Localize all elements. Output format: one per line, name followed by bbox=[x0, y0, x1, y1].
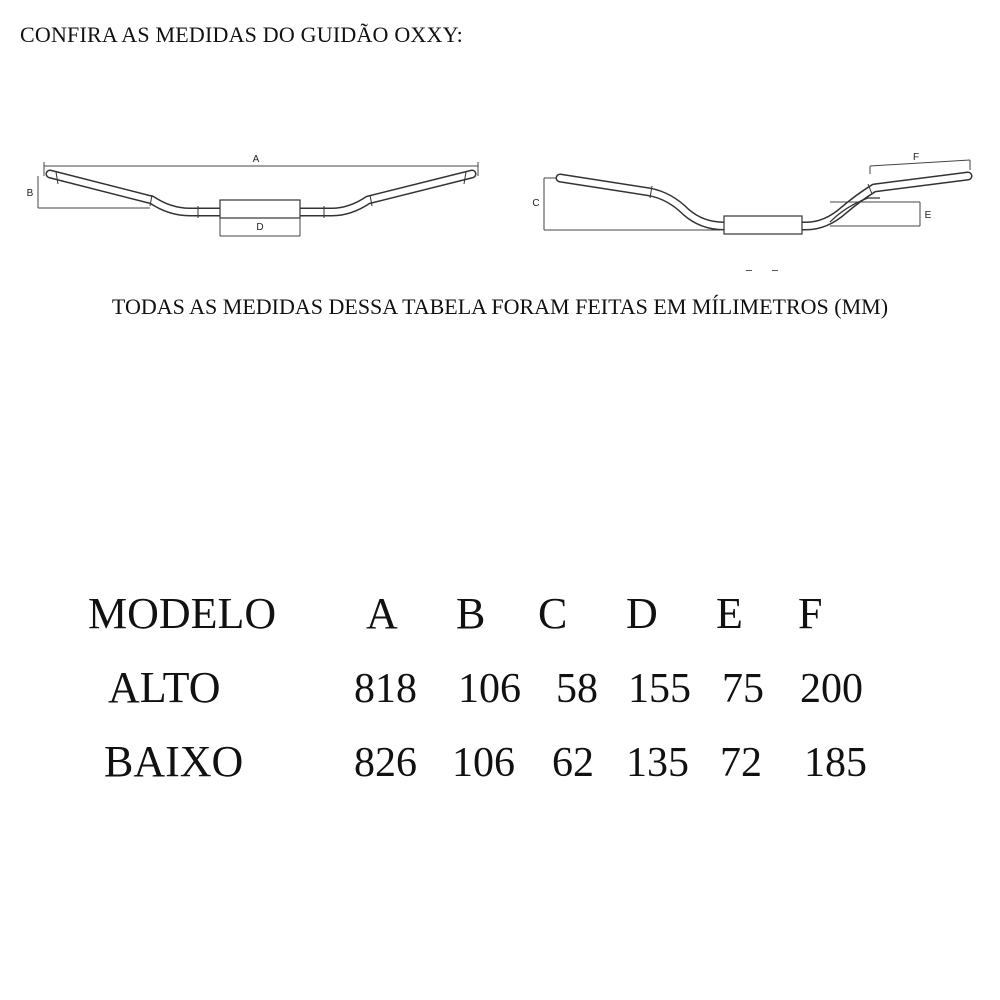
row-model-baixo: BAIXO bbox=[104, 737, 244, 786]
cell-d: 155 bbox=[628, 666, 691, 712]
page-title: CONFIRA AS MEDIDAS DO GUIDÃO OXXY: bbox=[20, 22, 463, 47]
header-c: C bbox=[538, 589, 568, 638]
dimension-e-label: E bbox=[924, 210, 932, 221]
handlebar-side-diagram bbox=[520, 140, 990, 250]
units-note: TODAS AS MEDIDAS DESSA TABELA FORAM FEITAS EM MÍLIMETROS (MM) bbox=[111, 294, 889, 319]
header-f: F bbox=[798, 589, 823, 638]
dimension-a-label: A bbox=[252, 154, 260, 165]
handlebar-front-diagram bbox=[20, 140, 490, 250]
cell-e: 75 bbox=[722, 666, 764, 712]
header-a: A bbox=[366, 589, 398, 638]
header-modelo: MODELO bbox=[88, 589, 277, 638]
cell-f: 185 bbox=[804, 740, 867, 786]
header-b: B bbox=[456, 589, 486, 638]
dimension-b-label: B bbox=[26, 188, 34, 199]
cell-c: 58 bbox=[556, 666, 598, 712]
cell-e: 72 bbox=[720, 740, 762, 786]
stray-mark bbox=[746, 270, 752, 271]
cell-c: 62 bbox=[552, 740, 594, 786]
cell-a: 818 bbox=[354, 666, 417, 712]
cell-b: 106 bbox=[458, 666, 521, 712]
cell-b: 106 bbox=[452, 740, 515, 786]
dimension-f-label: F bbox=[912, 152, 920, 163]
stray-mark bbox=[772, 270, 778, 271]
handlebar-front-drawing bbox=[20, 140, 490, 250]
handlebar-side-drawing bbox=[520, 140, 990, 250]
cell-f: 200 bbox=[800, 666, 863, 712]
measurements-table bbox=[0, 580, 1000, 800]
dimension-d-label: D bbox=[256, 222, 264, 233]
cell-d: 135 bbox=[626, 740, 689, 786]
header-e: E bbox=[716, 589, 743, 638]
row-model-alto: ALTO bbox=[108, 663, 221, 712]
cell-a: 826 bbox=[354, 740, 417, 786]
header-d: D bbox=[626, 589, 658, 638]
dimension-c-label: C bbox=[532, 198, 540, 209]
